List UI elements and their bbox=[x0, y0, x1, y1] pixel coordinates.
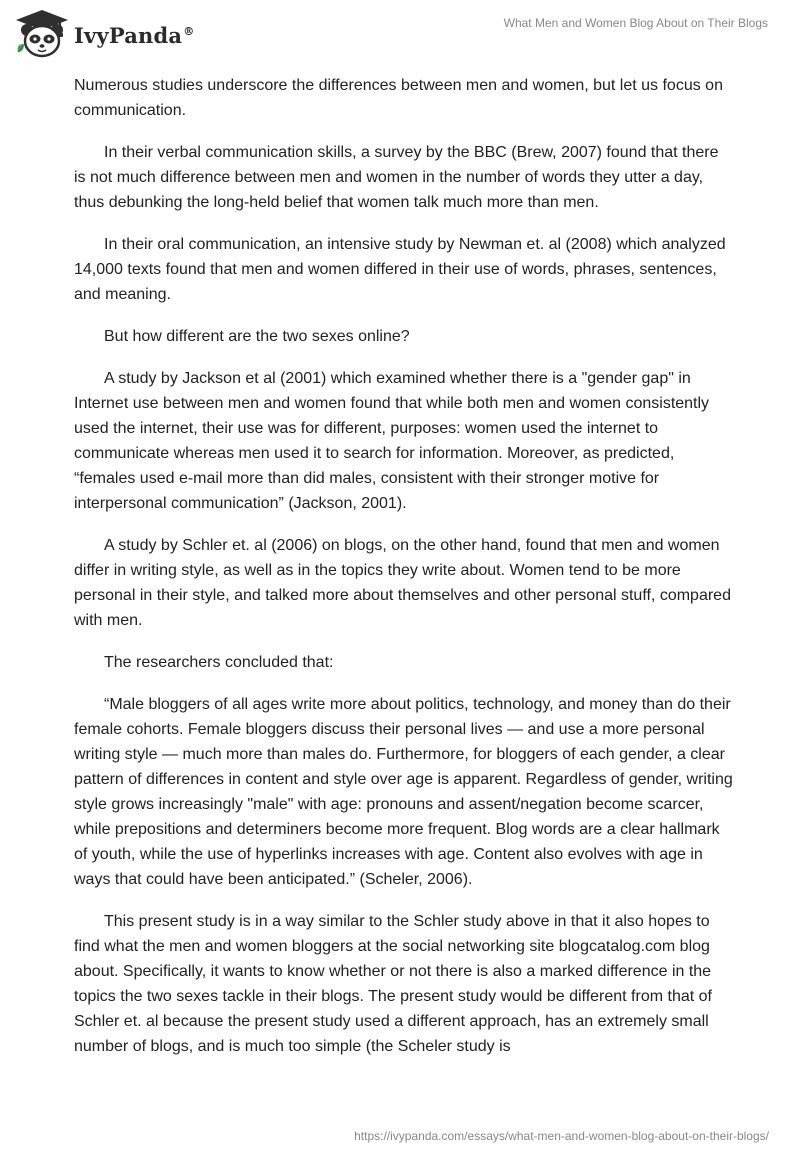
paragraph: A study by Jackson et al (2001) which examined whether there is a "gender gap" in Internet use between men and women found that while both men and women consistently used the internet, their use was for different, purposes: women used the internet to communicate whereas men used it to search for information. Moreover, as predicted, “females used e-mail more than did males, consistent with their stronger motive for interpersonal communication” (Jackson, 2001). bbox=[74, 370, 710, 512]
paragraph: But how different are the two sexes online? bbox=[104, 328, 410, 345]
paragraph: In their oral communication, an intensive study by Newman et. al (2008) which analyzed 14,000 texts found that men and women differed in their use of words, phrases, sentences, and meaning. bbox=[74, 236, 726, 303]
document-title: What Men and Women Blog About on Their Blogs bbox=[503, 16, 768, 30]
registered-mark: ® bbox=[183, 24, 195, 38]
block-quote: “Male bloggers of all ages write more about politics, technology, and money than do their female cohorts. Female bloggers discuss their personal lives — and use a more personal writing style — much more than males do. Furthermore, for bloggers of each gender, a clear pattern of differences in content and style over age is apparent. Regardless of gender, writing style grows increasingly "male" with age: pronouns and assent/negation become scarcer, while prepositions and determiners become more frequent. Blog words are a clear hallmark of youth, while the use of hyperlinks increases with age. Content also evolves with age in ways that could have been anticipated.” (Scheler, 2006). bbox=[74, 696, 733, 888]
page-header bbox=[0, 0, 800, 70]
source-url[interactable]: https://ivypanda.com/essays/what-men-and-women-blog-about-on-their-blogs/ bbox=[354, 1129, 769, 1143]
panda-graduate-icon bbox=[14, 8, 70, 60]
paragraph: This present study is in a way similar to the Schler study above in that it also hopes to find what the men and women bloggers at the social networking site blogcatalog.com blog about. Specifically, it wants to know whether or not there is also a marked difference in the topics the two sexes tackle in their blogs. The present study would be different from that of Schler et. al because the present study used a different approach, has an extremely small number of blogs, and is much too simple (the Scheler study is bbox=[74, 913, 712, 1055]
paragraph: The researchers concluded that: bbox=[104, 654, 334, 671]
paragraph: Numerous studies underscore the differences between men and women, but let us focus on communication. bbox=[74, 77, 723, 119]
paragraph: In their verbal communication skills, a survey by the BBC (Brew, 2007) found that there is not much difference between men and women in the number of words they utter a day, thus debunking the long-held belief that women talk much more than men. bbox=[74, 144, 719, 211]
essay-body bbox=[74, 73, 734, 1076]
ivypanda-logo[interactable] bbox=[14, 8, 194, 60]
paragraph: A study by Schler et. al (2006) on blogs, on the other hand, found that men and women differ in writing style, as well as in the topics they write about. Women tend to be more personal in their style, and talked more about themselves and other personal stuff, compared with men. bbox=[74, 537, 731, 629]
logo-wordmark: IvyPanda® bbox=[74, 22, 195, 48]
